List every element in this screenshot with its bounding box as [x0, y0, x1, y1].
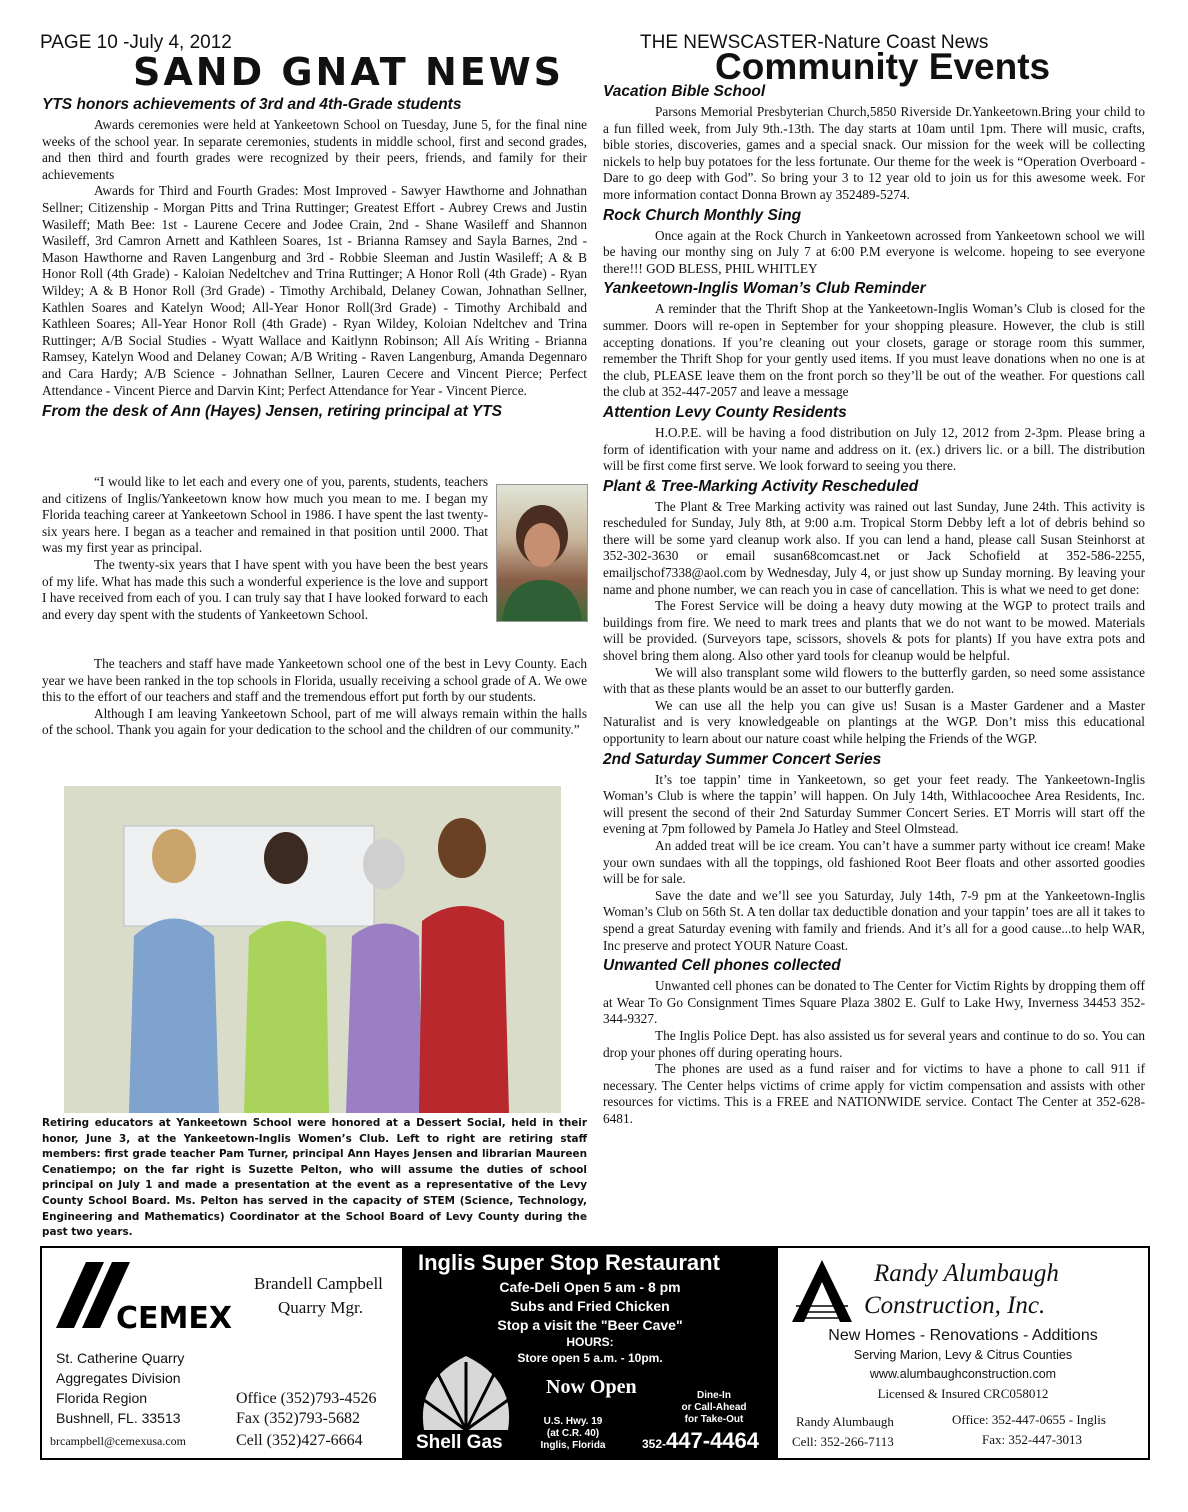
yts-paragraph: Awards for Third and Fourth Grades: Most Improved - Sawyer Hawthorne and Johnathan Sellner; Citizenship - Morgan Pitts and Trina Ruttinger; Greatest Effort - Aubrey Crews and Justin Wasileff; Math Bee: 1st - Laurene Cecere and Jodee Crain, 2nd - Shane Wasileff and Shannon Wasileff, 3rd Camron Arnett and Kathleen Soares, 1st - Brianna Ramsey and Sayla Barnes, 2nd - Mason Hawthorne and Raven Langenburg and 3rd - Robbie Sleeman and Justin Wasileff; A & B Honor Roll (4th Grade) - Kaloian Nedeltchev and Trina Ruttinger; A Honor Roll (4th Grade) - Ryan Wildey; A & B Honor Roll (3rd Grade) - Timothy Archibald, Delaney Cowan, Johnathan Sellner, Kathlen Soares and Katelyn Wood; All-Year Honor Roll(3rd Grade) - Timothy Archibald and Kathleen Soares; All-Year Honor Roll (4th Grade) - Ryan Wildey, Koloian Ndeltchev and Trina Ruttinger; A/B Social Studies - Wyatt Wallace and Kaitlynn Robinson; All Aís Writing - Brianna Ramsey, Katelyn Wood and Delaney Cowan; A/B Writing - Raven Langenburg, Amanda Degennaro and Cara Hardy; A/B Science - Johnathan Sellner, Lauren Cecere and Vincent Pierce; Perfect Attendance - Vincent Pierce and Darvin Kint; Perfect Attendance for Year - Vincent Pierce. — [42, 183, 587, 398]
cemex-address-line: Florida Region — [56, 1390, 148, 1406]
inglis-ad-take-out: for Take-Out — [684, 1414, 744, 1425]
event-paragraph: The Inglis Police Dept. has also assisted us for several years and continue to do so. You can drop your phones off during operating hours. — [603, 1027, 1145, 1060]
inglis-ad-now-open: Now Open — [546, 1376, 637, 1398]
desk-paragraph: Although I am leaving Yankeetown School, part of me will always remain within the halls of the school. Thank you again for your dedication to the school and the children of our community.” — [42, 705, 587, 738]
event-paragraph: H.O.P.E. will be having a food distribution on July 12, 2012 from 2-3pm. Please bring a form of identification with your name and address on it. (ex.) drivers lic. or a bill. The distribution will be first come first serve. We look forward to seeing you there. — [603, 424, 1145, 474]
cemex-contact-name: Brandell Campbell — [254, 1274, 383, 1293]
randy-ad-license: Licensed & Insured CRC058012 — [877, 1386, 1049, 1401]
event-paragraph: It’s toe tappin’ time in Yankeetown, so get your feet ready. The Yankeetown-Inglis Woman’s Club is where the tappin’ will happen. On July 14th, Withlacoochee Area Residents, Inc. will present the second of their 2nd Saturday Summer Concert Series. ET Morris will start off the evening at 7pm followed by Pamela Jo Hatley and Steel Olmstead. — [603, 771, 1145, 837]
cemex-address-line: Aggregates Division — [56, 1370, 181, 1386]
event-heading: Plant & Tree-Marking Activity Rescheduled — [603, 477, 919, 495]
randy-alumbaugh-ad — [776, 1246, 1150, 1460]
randy-ad-cell: Cell: 352-266-7113 — [792, 1434, 894, 1449]
desk-paragraph: “I would like to let each and every one of you, parents, students, teachers and citizens of Inglis/Yankeetown know how much you mean to me. I began my Florida teaching career at Yankeetown School in 1986. I have spent the last twenty-six years here. I began as a teacher and remained in that position until 2000. That was my first year as principal. — [42, 474, 488, 556]
shell-logo-icon — [416, 1350, 516, 1432]
randy-ad-person: Randy Alumbaugh — [796, 1414, 894, 1429]
community-events-column — [603, 80, 1145, 1127]
section-title-sand-gnat-news: SAND GNAT NEWS — [133, 50, 564, 94]
inglis-ad-address-line: (at C.R. 40) — [546, 1428, 600, 1439]
inglis-ad-line: Cafe-Deli Open 5 am - 8 pm — [499, 1279, 681, 1295]
desk-article-top — [42, 474, 488, 623]
inglis-ad-phone — [642, 1428, 759, 1454]
retiring-educators-photo — [64, 786, 561, 1113]
inglis-ad-address-line: Inglis, Florida — [540, 1440, 606, 1451]
cemex-address-line: Bushnell, FL. 33513 — [56, 1410, 181, 1426]
inglis-ad-hours-label: HOURS: — [566, 1335, 614, 1349]
inglis-ad-dine-in: Dine-In — [697, 1390, 731, 1401]
desk-article-bottom — [42, 656, 587, 739]
cemex-email: brcampbell@cemexusa.com — [50, 1434, 186, 1448]
cemex-address-line: St. Catherine Quarry — [56, 1350, 185, 1366]
inglis-super-stop-ad — [404, 1246, 776, 1460]
event-paragraph: We will also transplant some wild flowers to the butterfly garden, so need some assistance with that as these plants would be an asset to our butterfly garden. — [603, 664, 1145, 697]
yts-paragraph: Awards ceremonies were held at Yankeetown School on Tuesday, June 5, for the final nine weeks of the school year. In separate ceremonies, students in middle school, first and second grades, and then third and fourth grades were recognized by their peers, friends, and family for their achievements — [42, 117, 587, 182]
randy-ad-fax: Fax: 352-447-3013 — [982, 1432, 1083, 1447]
paper-header: THE NEWSCASTER-Nature Coast News — [640, 32, 989, 53]
desk-paragraph: The teachers and staff have made Yankeetown school one of the best in Levy County. Each year we have been ranked in the top schools in Florida, usually receiving a school grade of A. We owe this to the effort of our teachers and staff and the tremendous effort put forth by our students. — [42, 656, 587, 705]
randy-ad-website: www.alumbaughconstruction.com — [869, 1367, 1057, 1381]
event-paragraph: The Forest Service will be doing a heavy duty mowing at the WGP to protect trails and buildings from fire. We need to mark trees and plants that we do not want to be mowed. Materials will be provided. (Surveyors tape, scissors, shovels & pots for plants) If you have extra pots and shovel bring them along. Also other yard tools for cleanup would be helpful. — [603, 598, 1145, 664]
event-heading: Rock Church Monthly Sing — [603, 206, 802, 224]
cemex-logo-text: CEMEX — [116, 1301, 232, 1332]
inglis-ad-phone-prefix: 352- — [642, 1437, 667, 1451]
randy-ad-name-line1: Randy Alumbaugh — [874, 1260, 1059, 1287]
event-heading: Yankeetown-Inglis Woman’s Club Reminder — [603, 280, 926, 298]
inglis-ad-phone-number: 447-4464 — [666, 1428, 760, 1453]
yts-article — [42, 93, 587, 424]
desk-heading: From the desk of Ann (Hayes) Jensen, retiring principal at YTS — [42, 403, 502, 421]
inglis-ad-line: Stop a visit the "Beer Cave" — [497, 1317, 683, 1333]
yts-heading: YTS honors achievements of 3rd and 4th-Grade students — [42, 96, 462, 113]
event-paragraph: An added treat will be ice cream. You can’t have a summer party without ice cream! Make your own sundaes with all the toppings, old fashioned Root Beer floats and other assorted goodies will be for sale. — [603, 837, 1145, 887]
cemex-fax: Fax (352)793-5682 — [236, 1410, 360, 1427]
cemex-ad — [40, 1246, 404, 1460]
event-paragraph: The Plant & Tree Marking activity was rained out last Sunday, June 24th. This activity is rescheduled for Sunday, July 8th, at 9:00 a.m. Tropical Storm Debby left a lot of debris behind so there will be some yard cleanup work also. If you can lend a hand, please call Susan Steinhorst at 352-302-3630 or email susan68comcast.net or Jack Schofield at 352-586-2255, emailjschof7338@aol.com by Wednesday, July 4, or just show up Sunday morning. By leaving your name and phone number, we can reach you in case of cancellation. This is what we need to get done: — [603, 498, 1145, 597]
inglis-ad-line: Subs and Fried Chicken — [510, 1298, 670, 1314]
cemex-contact-title: Quarry Mgr. — [278, 1298, 363, 1317]
cemex-logo — [56, 1262, 236, 1332]
desk-paragraph: The twenty-six years that I have spent with you have been the best years of my life. What has made this such a wonderful experience is the love and support I have received from each of you. I can truly say that I have looked forward to each and every day spent with the students of Yankeetown School. — [42, 556, 488, 622]
event-paragraph: Save the date and we’ll see you Saturday, July 14th, 7-9 pm at the Yankeetown-Inglis Woman’s Club on 56th St. A ten dollar tax deductible donation and your tappin’ toes are all it takes to spend a great Saturday evening with family and friends. And it’s all for a good cause...to help WAR, Inc preserve and protect YOUR Nature Coast. — [603, 887, 1145, 953]
alumbaugh-a-logo-icon — [792, 1260, 852, 1322]
inglis-ad-hours: Store open 5 a.m. - 10pm. — [517, 1351, 663, 1365]
cemex-office-phone: Office (352)793-4526 — [236, 1390, 377, 1407]
shell-gas-label: Shell Gas — [416, 1432, 503, 1453]
randy-ad-name-line2: Construction, Inc. — [864, 1292, 1046, 1319]
event-paragraph: Once again at the Rock Church in Yankeetown acrossed from Yankeetown school we will be having our monthy sing on July 7 at 6:00 P.M everyone is welcome. hopeing to see everyone there!!! GOD BLESS, PHIL WHITLEY — [603, 227, 1145, 276]
section-title-community-events: Community Events — [715, 46, 1051, 87]
event-paragraph: The phones are used as a fund raiser and for victims to have a phone to call 911 if necessary. The Center helps victims of crime apply for victim compensation and assists with other resources for victims. This is a FREE and NATIONWIDE service. Contact The Center at 352-628-6481. — [603, 1061, 1145, 1126]
inglis-ad-address-line: U.S. Hwy. 19 — [543, 1416, 603, 1427]
randy-ad-serving: Serving Marion, Levy & Citrus Counties — [853, 1348, 1073, 1362]
inglis-ad-title: Inglis Super Stop Restaurant — [418, 1250, 720, 1275]
principal-portrait-photo — [496, 484, 588, 622]
event-heading: 2nd Saturday Summer Concert Series — [603, 750, 882, 768]
cemex-cell: Cell (352)427-6664 — [236, 1432, 363, 1449]
photo-caption: Retiring educators at Yankeetown School were honored at a Dessert Social, held in their honor, June 3, at the Yankeetown-Inglis Women’s Club. Left to right are retiring staff members: first grade teacher Pam Turner, principal Ann Hayes Jensen and librarian Maureen Cenatiempo; on the far right is Suzette Pelton, who will assume the duties of school principal on July 1 and made a presentation at the event as a representative of the Levy County School Board. Ms. Pelton has served in the capacity of STEM (Science, Technology, Engineering and Mathematics) Coordinator at the School Board of Levy County during the past two years. — [42, 1117, 587, 1239]
inglis-ad-call-ahead: or Call-Ahead — [681, 1402, 747, 1413]
event-paragraph: A reminder that the Thrift Shop at the Yankeetown-Inglis Woman’s Club is closed for the summer. Doors will re-open in September for your shopping pleasure. However, the club is still accepting donations. If you’re cleaning out your closets, garage or storage room this summer, remember the Thrift Shop for your gently used items. If you must leave donations when no one is at the club, PLEASE leave them on the front porch so they’ll be out of the weather. For questions call the club at 352-447-2057 and leave a message — [603, 301, 1145, 400]
page-header: PAGE 10 -July 4, 2012 — [40, 32, 232, 53]
event-heading: Vacation Bible School — [603, 83, 766, 100]
event-heading: Attention Levy County Residents — [603, 403, 847, 421]
randy-ad-services: New Homes - Renovations - Additions — [828, 1327, 1098, 1344]
event-heading: Unwanted Cell phones collected — [603, 957, 841, 975]
event-paragraph: Parsons Memorial Presbyterian Church,5850 Riverside Dr.Yankeetown.Bring your child to a fun filled week, from July 9th.-13th. The day starts at 10am until 1pm. There will music, crafts, bible stories, discoveries, games and a special snack. Our mission for the week will be collecting nickels to help buy potatoes for the less fortunate. Our theme for the week is “Operation Overboard - Dare to go deep with God”. So bring your 3 to 12 year old to join us for this awesome week. For more information contact Donna Brown ay 352489-5274. — [603, 104, 1145, 202]
randy-ad-office: Office: 352-447-0655 - Inglis — [952, 1412, 1106, 1427]
event-paragraph: Unwanted cell phones can be donated to The Center for Victim Rights by dropping them off at Wear To Go Consignment Times Square Plaza 3802 E. Gulf to Lake Hwy, Inverness 34453 352-344-9327. — [603, 978, 1145, 1027]
event-paragraph: We can use all the help you can give us! Susan is a Master Gardener and a Master Naturalist and is very knowledgeable on plantings at the WGP. Don’t miss this educational opportunity to learn about our nature coast while helping the Friends of the WGP. — [603, 697, 1145, 746]
